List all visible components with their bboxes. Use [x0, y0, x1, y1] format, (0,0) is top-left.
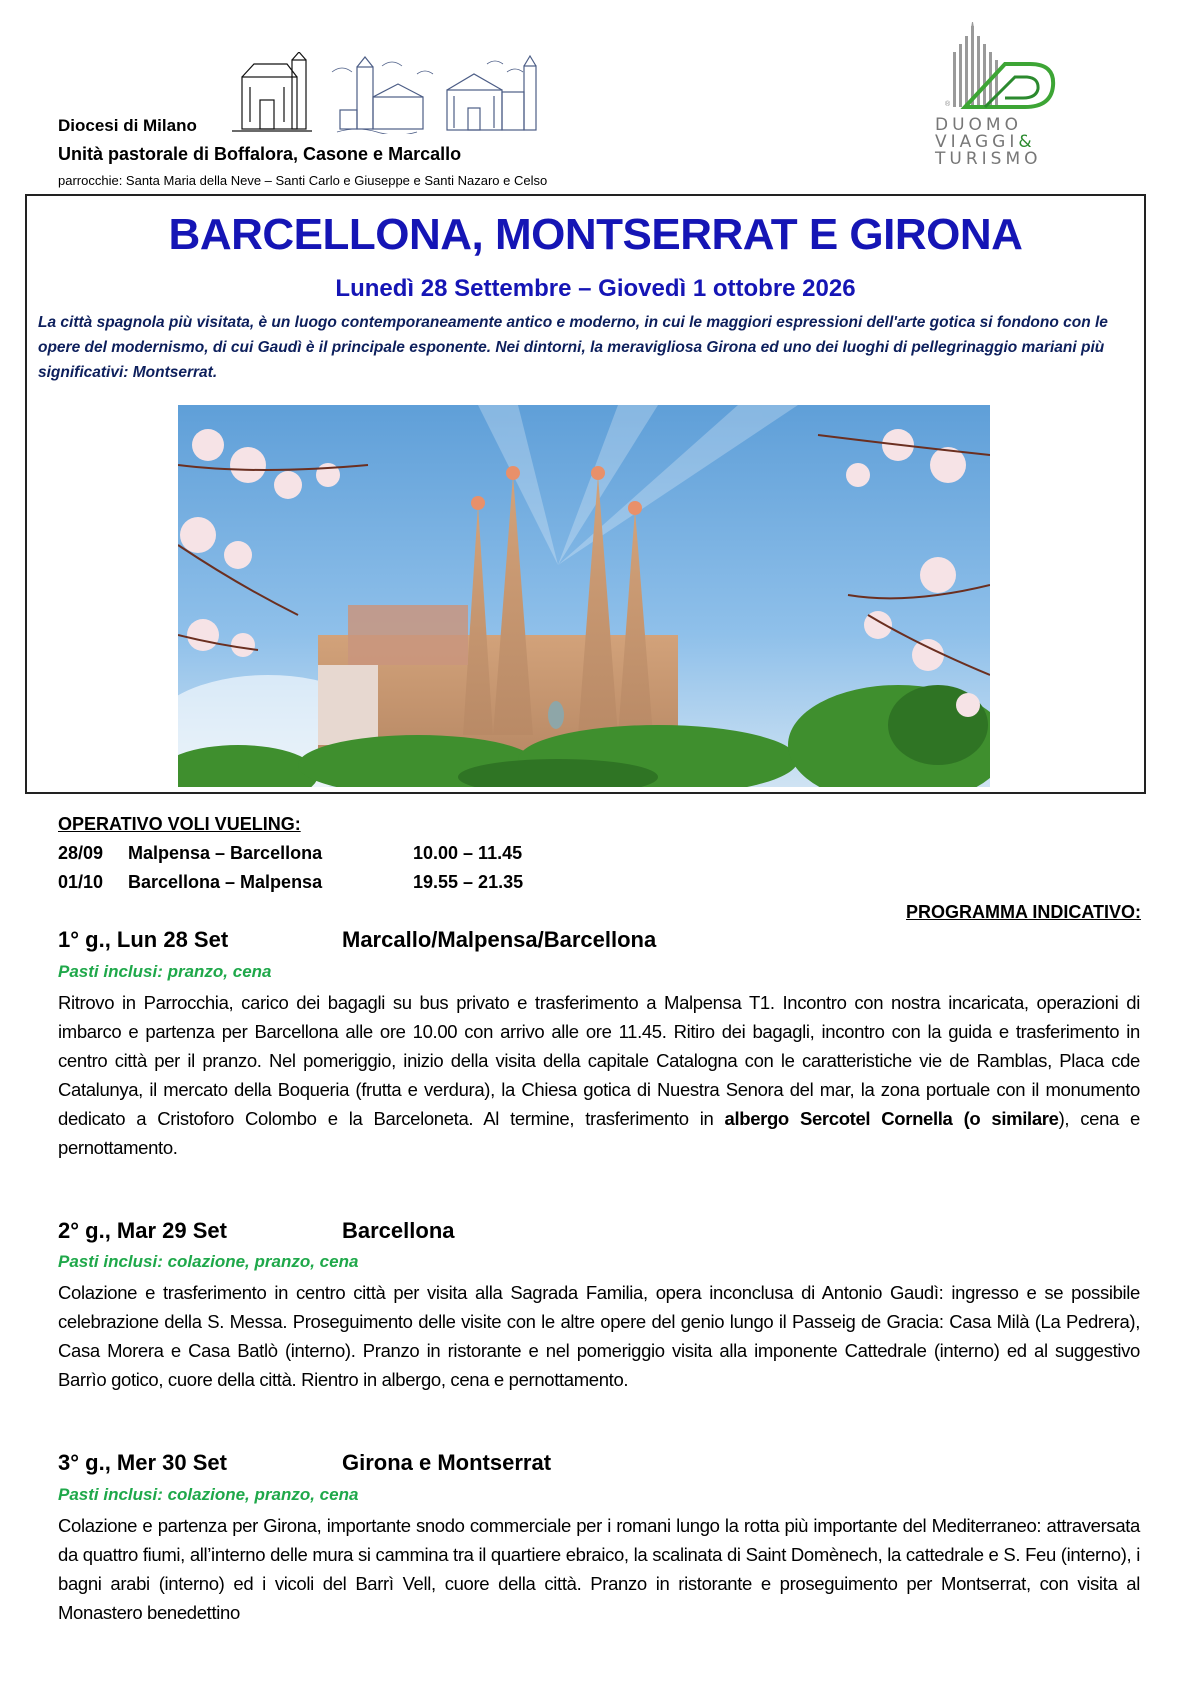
flight-route: Barcellona – Malpensa — [128, 872, 323, 892]
day-1-description — [58, 988, 1140, 1162]
church-drawings — [232, 52, 542, 134]
flight-time: 19.55 – 21.35 — [413, 872, 524, 892]
parishes-label: parrocchie: Santa Maria della Neve – Santi Carlo e Giuseppe e Santi Nazaro e Celso — [58, 173, 548, 188]
hotel-name: albergo Sercotel Cornella (o similare — [724, 1108, 1059, 1129]
duomo-logo-icon — [935, 22, 1065, 112]
day-1-text-end: ), cena e pernottamento. — [58, 1108, 1140, 1158]
church-drawing-3 — [447, 56, 536, 130]
intro-text: La città spagnola più visitata, è un luogo contemporaneamente antico e moderno, in cui le maggiori espressioni dell'arte gotica si fondono con le opere del modernismo, di cui Gaudì è il principale esponente. Nei dintorni, la meravigliosa Girona ed uno dei luoghi di pellegrinaggio mariani più significativi: Montserrat. — [38, 314, 1108, 381]
flight-date: 01/10 — [58, 872, 104, 892]
flight-route: Malpensa – Barcellona — [128, 843, 323, 863]
day-place: Marcallo/Malpensa/Barcellona — [342, 927, 657, 952]
day-1-heading — [58, 927, 656, 953]
day-1-text: Ritrovo in Parrocchia, carico dei bagagli su bus privato e trasferimento a Malpensa T1. Incontro con nostra incaricata, operazioni di imbarco e partenza per Barcellona alle ore 10.00 con arrivo alle ore 11.45. Ritiro dei bagagli, incontro con la guida e trasferimento in centro città per il pranzo. Nel pomeriggio, inizio della visita della capitale Catalogna con le caratteristiche vie de Ramblas, Placa cde Catalunya, il mercato della Boqueria (frutta e verdura), la Chiesa gotica di Nuestra Senora del mar, la zona portuale con il monumento dedicato a Cristoforo Colombo e la Barceloneta. Al termine, trasferimento in — [58, 992, 1140, 1129]
logo-viaggi: VIAGGI — [935, 132, 1019, 152]
day-place: Girona e Montserrat — [342, 1450, 552, 1475]
flights-heading: OPERATIVO VOLI VUELING: — [58, 814, 301, 834]
flight-date: 28/09 — [58, 843, 104, 863]
page-title: BARCELLONA, MONTSERRAT E GIRONA — [168, 210, 1023, 259]
flight-row — [58, 843, 522, 864]
trip-dates: Lunedì 28 Settembre – Giovedì 1 ottobre 2026 — [335, 275, 856, 302]
day-place: Barcellona — [342, 1218, 455, 1243]
day-label: 3° g., Mer 30 Set — [58, 1450, 227, 1475]
day-3-meals: Pasti inclusi: colazione, pranzo, cena — [58, 1485, 359, 1504]
church-drawing-1 — [232, 52, 312, 131]
day-2-description: Colazione e trasferimento in centro città per visita alla Sagrada Familia, opera inconclusa di Antonio Gaudì: ingresso e se possibile celebrazione della S. Messa. Proseguimento delle visite con le altre opere del genio lungo il Passeig de Gracia: Casa Milà (La Pedrera), Casa Morera e Casa Batlò (interno). Pranzo in ristorante e nel pomeriggio visita alla imponente Cattedrale (interno) ed al suggestivo Barrìo gotico, cuore della città. Rientro in albergo, cena e pernottamento. — [58, 1282, 1140, 1390]
sagrada-familia-photo — [178, 405, 990, 787]
logo-ampersand: & — [1018, 132, 1032, 152]
day-label: 2° g., Mar 29 Set — [58, 1218, 227, 1243]
logo-line-turismo: TURISMO — [935, 149, 1042, 169]
flight-time: 10.00 – 11.45 — [413, 843, 523, 863]
church-drawing-2 — [332, 57, 433, 134]
logo-text — [935, 117, 1065, 168]
day-3-heading — [58, 1450, 551, 1476]
diocese-label: Diocesi di Milano — [58, 116, 197, 135]
day-1-meals: Pasti inclusi: pranzo, cena — [58, 962, 272, 981]
pastoral-unit-label: Unità pastorale di Boffalora, Casone e Marcallo — [58, 144, 462, 164]
day-3-description: Colazione e partenza per Girona, importante snodo commerciale per i romani lungo la rotta più importante del Mediterraneo: attraversata da quattro fiumi, all’interno delle mura si cammina tra il quartiere ebraico, la scalinata di Saint Domènech, la cattedrale e S. Feu (interno), i bagni arabi (interno) ed i vicoli del Barrì Vell, cuore della città. Pranzo in ristorante e proseguimento per Montserrat, con visita al Monastero benedettino — [58, 1515, 1140, 1623]
day-2-heading — [58, 1218, 455, 1244]
logo-line-duomo: DUOMO — [935, 115, 1022, 135]
agency-logo — [935, 22, 1065, 172]
day-2-meals: Pasti inclusi: colazione, pranzo, cena — [58, 1252, 359, 1271]
program-heading: PROGRAMMA INDICATIVO: — [906, 902, 1141, 922]
day-label: 1° g., Lun 28 Set — [58, 927, 229, 952]
svg-text:®: ® — [945, 101, 951, 108]
flight-row — [58, 872, 523, 893]
